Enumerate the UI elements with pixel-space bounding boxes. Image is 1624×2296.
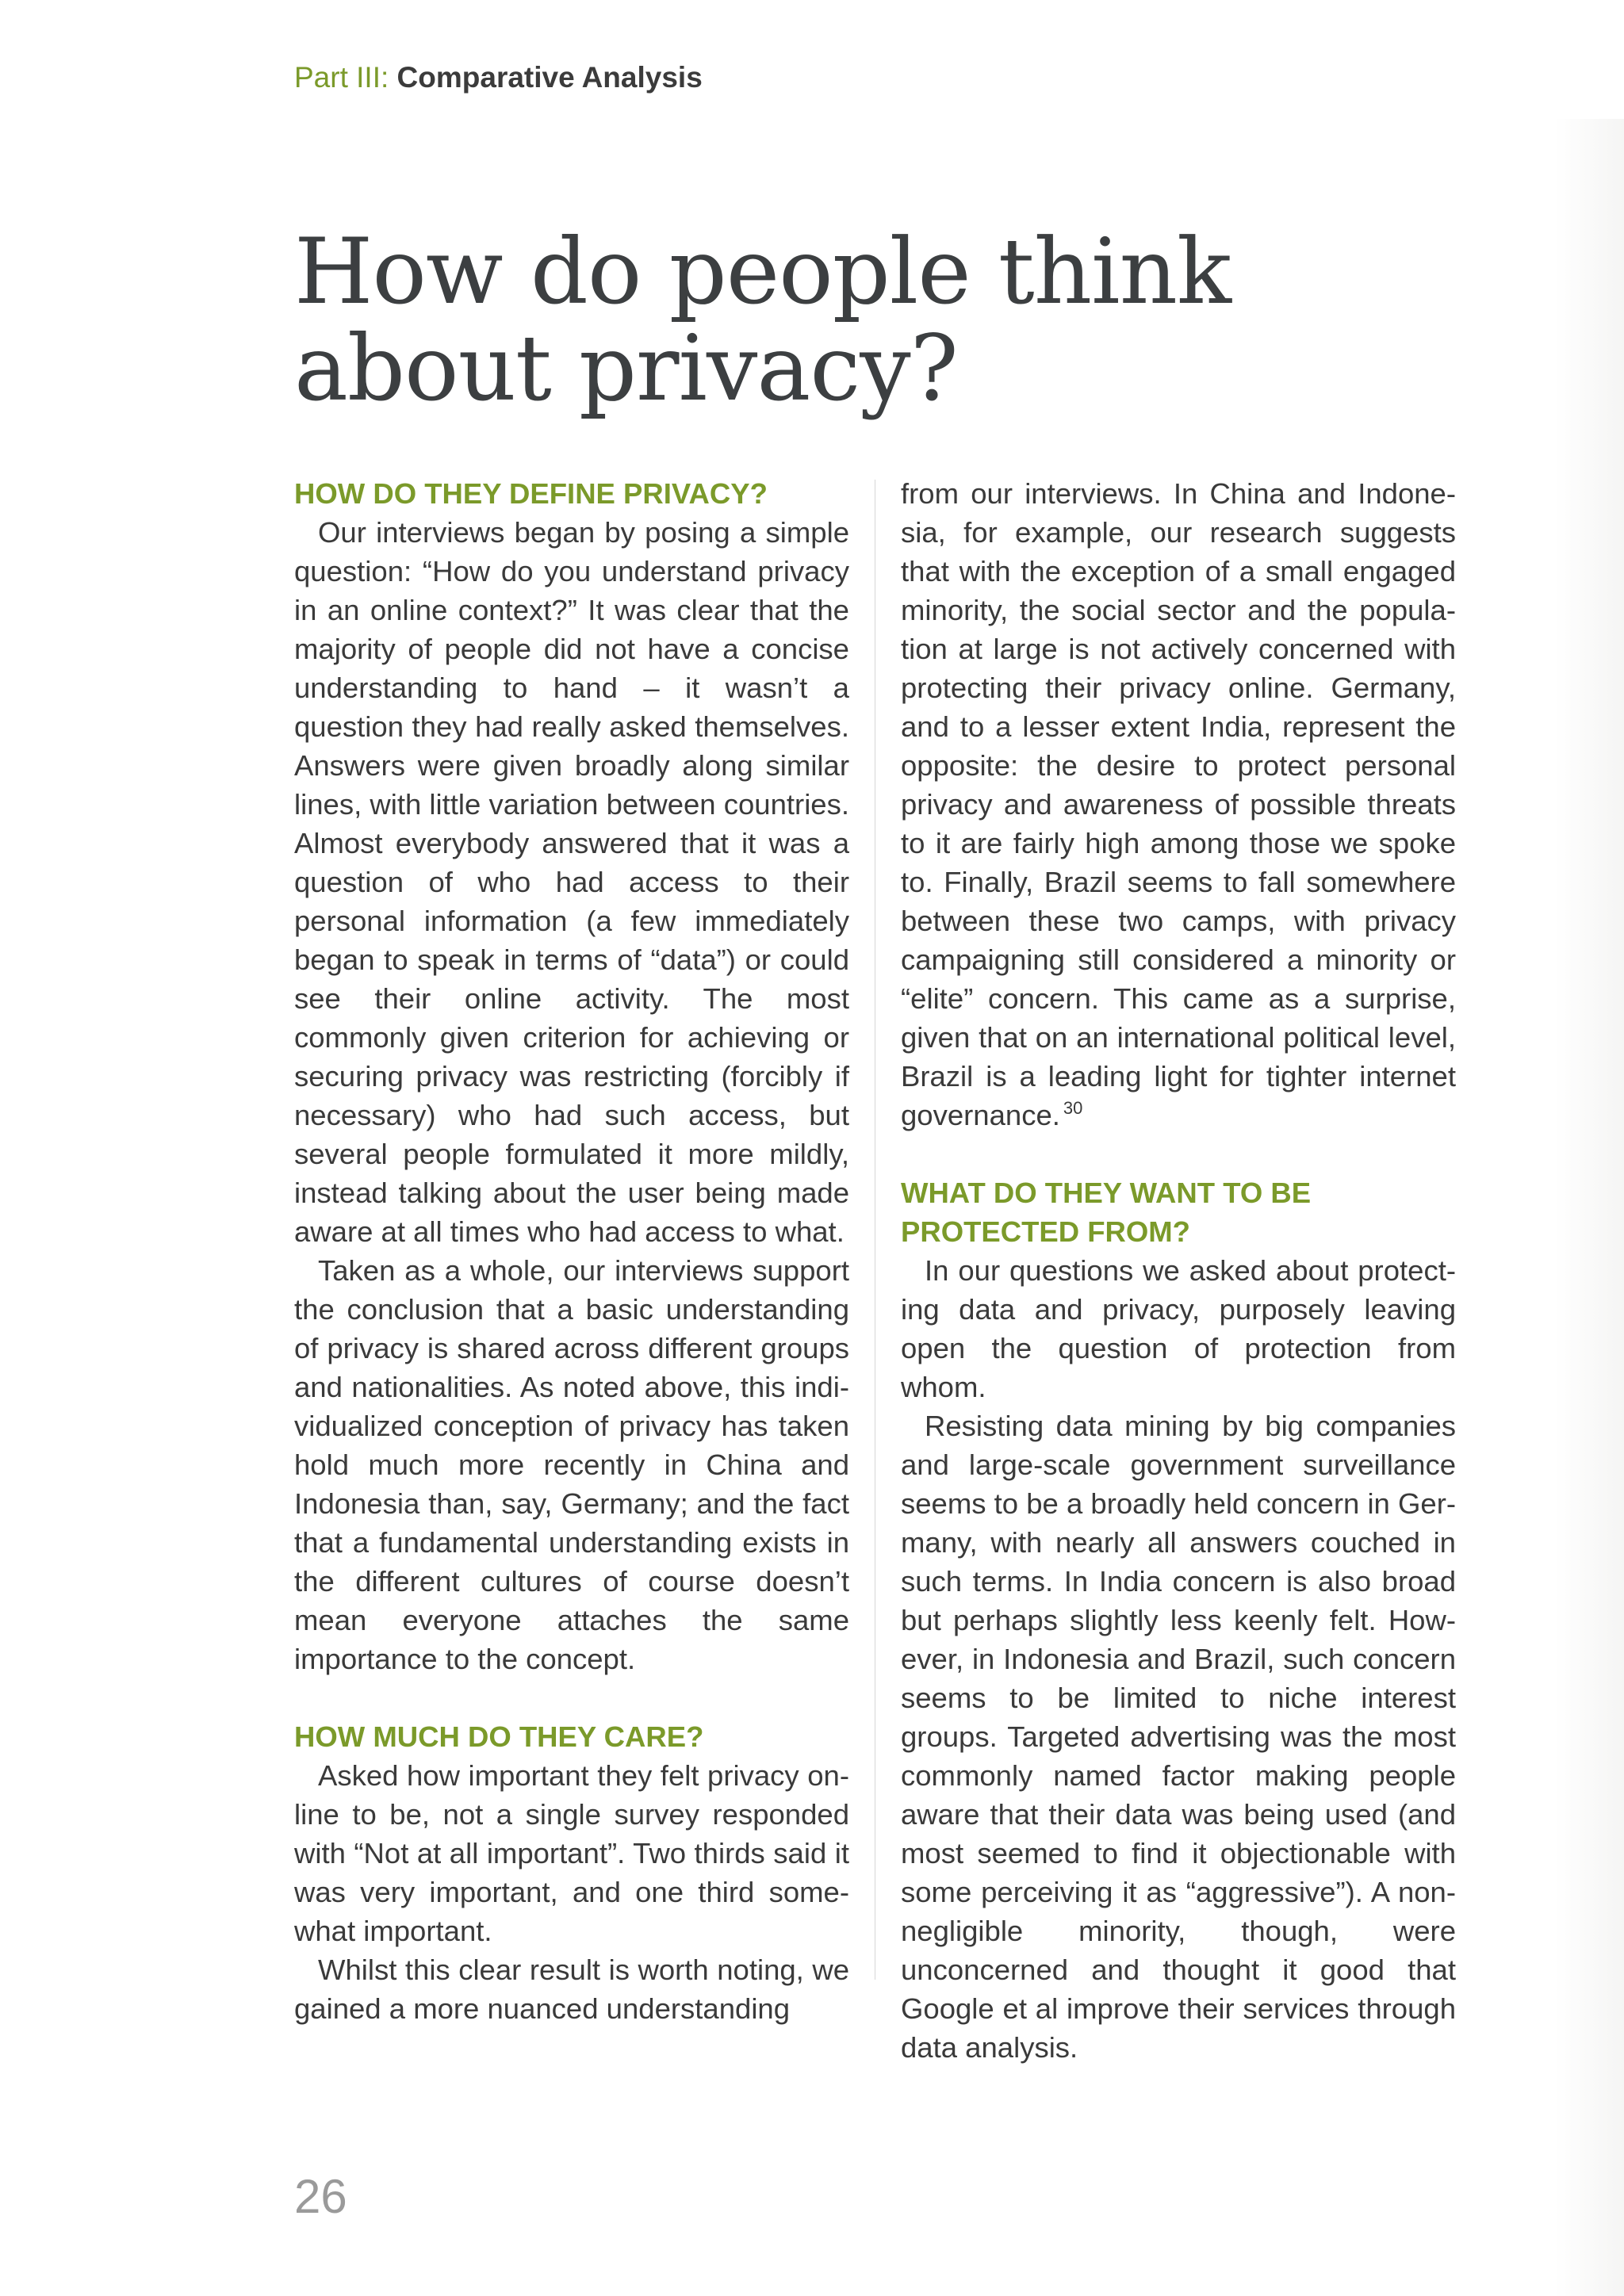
header-part-label: Part III: (294, 61, 389, 94)
running-header (294, 60, 703, 95)
paragraph-how-much-care-1: Asked how important they felt privacy online to be, not a single survey responded with “Not at all important”. Two thirds said it was very important, and one third somewhat important. (294, 1759, 849, 1947)
heading-how-much-care: HOW MUCH DO THEY CARE? (294, 1720, 704, 1753)
page-title-line-1: How do people think (294, 219, 1231, 324)
footnote-reference[interactable]: 30 (1063, 1098, 1083, 1118)
page-title-line-2: about privacy? (294, 316, 958, 421)
paragraph-protected-from-1: In our questions we asked about protecting data and privacy, purposely leaving open the question of protection from whom. (901, 1254, 1456, 1403)
section-gap (294, 1678, 849, 1717)
right-column (901, 474, 1456, 2067)
left-column (294, 474, 849, 2028)
heading-define-privacy: HOW DO THEY DEFINE PRIVACY? (294, 477, 768, 510)
paragraph-define-privacy-1: Our interviews began by posing a simple question: “How do you understand privacy in an online context?” It was clear that the majority of people did not have a concise understanding to hand – it wasn’t a question they had really asked themselves. Answers were given broadly along similar lines, with little variation between countries. Almost everybody answered that it was a question of who had access to their personal information (a few immediately began to speak in terms of “data”) or could see their online activity. The most commonly given criterion for achieving or securing privacy was restricting (forcibly if necessary) who had such access, but several people formulated it more mildly, instead talking about the user being made aware at all times who had access to what. (294, 516, 849, 1248)
paragraph-how-much-care-2: Whilst this clear result is worth noting, we gained a more nuanced understanding (294, 1954, 849, 2025)
section-gap (901, 1135, 1456, 1173)
paragraph-continued-text: from our interviews. In China and Indonesia, for example, our research suggests that with the exception of a small engaged minority, the social sector and the population at large is not actively concerned with protecting their privacy online. Germany, and to a lesser extent India, represent the opposite: the desire to protect personal privacy and awareness of possible threats to it are fairly high among those we spoke to. Finally, Brazil seems to fall somewhere between these two camps, with privacy campaigning still considered a minority or “elite” concern. This came as a surprise, given that on an international political level, Brazil is a leading light for tighter internet governance. (901, 477, 1456, 1131)
paragraph-continued (901, 474, 1456, 1135)
page-number: 26 (294, 2170, 347, 2223)
page-title (294, 219, 1325, 421)
page-edge-shade (1554, 119, 1624, 2296)
heading-protected-from: WHAT DO THEY WANT TO BE PROTECTED FROM? (901, 1177, 1312, 1248)
paragraph-protected-from-2: Resisting data mining by big companies and large-scale government surveillance seems to be a broadly held concern in Germany, with nearly all answers couched in such terms. In India concern is also broad but perhaps slightly less keenly felt. However, in Indonesia and Brazil, such concern seems to be limited to niche interest groups. Targeted advertising was the most commonly named factor making people aware that their data was being used (and most seemed to find it objectionable with some perceiving it as “aggressive”). A non-negligible minority, though, were unconcerned and thought it good that Google et al improve their services through data analysis. (901, 1410, 1456, 2064)
header-section-title: Comparative Analysis (396, 61, 703, 94)
paragraph-define-privacy-2: Taken as a whole, our interviews support the conclusion that a basic understanding of privacy is shared across different groups and nationalities. As noted above, this individualized conception of privacy has taken hold much more recently in China and Indonesia than, say, Germany; and the fact that a fundamental understanding exists in the different cultures of course doesn’t mean everyone attaches the same importance to the concept. (294, 1254, 849, 1675)
